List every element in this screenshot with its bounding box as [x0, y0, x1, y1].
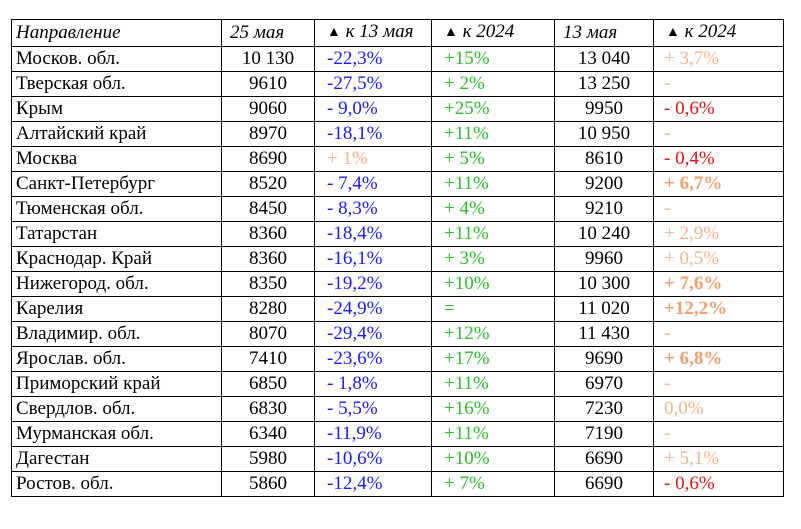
change-vs-may13-cell: -16,1% — [315, 247, 432, 272]
change-vs-2024-cell: + 3% — [432, 247, 555, 272]
table-row — [12, 297, 784, 322]
may25-price-cell: 8450 — [222, 197, 315, 222]
header-vs-2024 — [432, 20, 555, 47]
may13-price-cell: 10 240 — [555, 222, 654, 247]
may13-change-vs-2024-cell: + 7,6% — [654, 272, 784, 297]
table-row — [12, 72, 784, 97]
may25-price-cell: 5860 — [222, 472, 315, 497]
change-vs-may13-cell: -10,6% — [315, 447, 432, 472]
table-row — [12, 397, 784, 422]
direction-cell: Мурманская обл. — [12, 422, 222, 447]
change-vs-2024-cell: + 2% — [432, 72, 555, 97]
change-vs-may13-cell: - 1,8% — [315, 372, 432, 397]
direction-cell: Москва — [12, 147, 222, 172]
may25-price-cell: 6850 — [222, 372, 315, 397]
direction-cell: Нижегород. обл. — [12, 272, 222, 297]
change-vs-2024-cell: +17% — [432, 347, 555, 372]
change-vs-may13-cell: -11,9% — [315, 422, 432, 447]
direction-cell: Москов. обл. — [12, 47, 222, 72]
header-may13-vs-2024 — [654, 20, 784, 47]
change-vs-2024-cell: +10% — [432, 272, 555, 297]
table-row — [12, 47, 784, 72]
header-may13: 13 мая — [555, 20, 654, 47]
may13-price-cell: 6690 — [555, 447, 654, 472]
may13-price-cell: 10 950 — [555, 122, 654, 147]
may13-price-cell: 11 020 — [555, 297, 654, 322]
change-vs-2024-cell: +11% — [432, 122, 555, 147]
change-vs-2024-cell: +11% — [432, 172, 555, 197]
change-vs-2024-cell: = — [432, 297, 555, 322]
may25-price-cell: 10 130 — [222, 47, 315, 72]
direction-cell: Тверская обл. — [12, 72, 222, 97]
table-row — [12, 122, 784, 147]
may13-price-cell: 13 040 — [555, 47, 654, 72]
may13-price-cell: 7230 — [555, 397, 654, 422]
may13-change-vs-2024-cell: - — [654, 422, 784, 447]
may13-change-vs-2024-cell: - — [654, 122, 784, 147]
up-triangle-icon: ▲ — [666, 25, 680, 40]
header-vs-2024-label: к 2024 — [462, 21, 515, 42]
direction-cell: Ростов. обл. — [12, 472, 222, 497]
table-row — [12, 347, 784, 372]
header-vs-may13-label: к 13 мая — [345, 21, 414, 42]
may13-change-vs-2024-cell: - — [654, 322, 784, 347]
may25-price-cell: 8350 — [222, 272, 315, 297]
change-vs-may13-cell: -29,4% — [315, 322, 432, 347]
change-vs-2024-cell: + 5% — [432, 147, 555, 172]
may13-change-vs-2024-cell: + 3,7% — [654, 47, 784, 72]
table-row — [12, 422, 784, 447]
table-row — [12, 222, 784, 247]
may25-price-cell: 8280 — [222, 297, 315, 322]
header-vs-may13 — [315, 20, 432, 47]
direction-cell: Карелия — [12, 297, 222, 322]
direction-cell: Санкт-Петербург — [12, 172, 222, 197]
may25-price-cell: 8360 — [222, 222, 315, 247]
may25-price-cell: 6830 — [222, 397, 315, 422]
change-vs-may13-cell: - 7,4% — [315, 172, 432, 197]
change-vs-may13-cell: -22,3% — [315, 47, 432, 72]
may13-price-cell: 11 430 — [555, 322, 654, 347]
may13-change-vs-2024-cell: - 0,6% — [654, 97, 784, 122]
may13-change-vs-2024-cell: - — [654, 72, 784, 97]
may13-change-vs-2024-cell: - — [654, 372, 784, 397]
may13-price-cell: 9690 — [555, 347, 654, 372]
up-triangle-icon: ▲ — [444, 25, 458, 40]
price-table — [11, 19, 784, 497]
up-triangle-icon: ▲ — [327, 25, 341, 40]
may13-price-cell: 6690 — [555, 472, 654, 497]
change-vs-2024-cell: +11% — [432, 422, 555, 447]
change-vs-2024-cell: +16% — [432, 397, 555, 422]
direction-cell: Татарстан — [12, 222, 222, 247]
may13-price-cell: 10 300 — [555, 272, 654, 297]
may13-change-vs-2024-cell: 0,0% — [654, 397, 784, 422]
table-row — [12, 147, 784, 172]
direction-cell: Приморский край — [12, 372, 222, 397]
change-vs-2024-cell: +15% — [432, 47, 555, 72]
may25-price-cell: 7410 — [222, 347, 315, 372]
may13-price-cell: 13 250 — [555, 72, 654, 97]
may13-price-cell: 8610 — [555, 147, 654, 172]
may13-change-vs-2024-cell: +12,2% — [654, 297, 784, 322]
header-direction: Направление — [12, 20, 222, 47]
may13-price-cell: 9950 — [555, 97, 654, 122]
may25-price-cell: 9060 — [222, 97, 315, 122]
table-row — [12, 272, 784, 297]
table-row — [12, 97, 784, 122]
may25-price-cell: 8520 — [222, 172, 315, 197]
may25-price-cell: 8070 — [222, 322, 315, 347]
change-vs-may13-cell: - 5,5% — [315, 397, 432, 422]
change-vs-may13-cell: - 9,0% — [315, 97, 432, 122]
may13-change-vs-2024-cell: + 6,7% — [654, 172, 784, 197]
may13-price-cell: 9210 — [555, 197, 654, 222]
change-vs-2024-cell: + 7% — [432, 472, 555, 497]
may13-change-vs-2024-cell: - 0,6% — [654, 472, 784, 497]
direction-cell: Владимир. обл. — [12, 322, 222, 347]
may13-change-vs-2024-cell: - — [654, 197, 784, 222]
change-vs-2024-cell: +11% — [432, 372, 555, 397]
table-row — [12, 472, 784, 497]
may13-price-cell: 9960 — [555, 247, 654, 272]
direction-cell: Ярослав. обл. — [12, 347, 222, 372]
table-row — [12, 172, 784, 197]
change-vs-2024-cell: +12% — [432, 322, 555, 347]
change-vs-may13-cell: -19,2% — [315, 272, 432, 297]
may13-price-cell: 9200 — [555, 172, 654, 197]
direction-cell: Тюменская обл. — [12, 197, 222, 222]
change-vs-may13-cell: -24,9% — [315, 297, 432, 322]
table-row — [12, 197, 784, 222]
direction-cell: Алтайский край — [12, 122, 222, 147]
may25-price-cell: 8970 — [222, 122, 315, 147]
may25-price-cell: 5980 — [222, 447, 315, 472]
change-vs-may13-cell: -27,5% — [315, 72, 432, 97]
change-vs-may13-cell: -18,4% — [315, 222, 432, 247]
table-row — [12, 322, 784, 347]
direction-cell: Свердлов. обл. — [12, 397, 222, 422]
may13-price-cell: 7190 — [555, 422, 654, 447]
table-body — [12, 47, 784, 497]
direction-cell: Дагестан — [12, 447, 222, 472]
change-vs-may13-cell: -23,6% — [315, 347, 432, 372]
may13-change-vs-2024-cell: + 6,8% — [654, 347, 784, 372]
may13-change-vs-2024-cell: + 0,5% — [654, 247, 784, 272]
may13-price-cell: 6970 — [555, 372, 654, 397]
direction-cell: Крым — [12, 97, 222, 122]
may13-change-vs-2024-cell: + 2,9% — [654, 222, 784, 247]
may25-price-cell: 8360 — [222, 247, 315, 272]
table-row — [12, 247, 784, 272]
change-vs-may13-cell: -18,1% — [315, 122, 432, 147]
change-vs-may13-cell: - 8,3% — [315, 197, 432, 222]
header-may13-vs-2024-label: к 2024 — [684, 21, 737, 42]
header-row — [12, 20, 784, 47]
change-vs-may13-cell: + 1% — [315, 147, 432, 172]
may25-price-cell: 9610 — [222, 72, 315, 97]
may25-price-cell: 8690 — [222, 147, 315, 172]
change-vs-2024-cell: +10% — [432, 447, 555, 472]
may25-price-cell: 6340 — [222, 422, 315, 447]
change-vs-2024-cell: +25% — [432, 97, 555, 122]
may13-change-vs-2024-cell: + 5,1% — [654, 447, 784, 472]
change-vs-2024-cell: + 4% — [432, 197, 555, 222]
change-vs-may13-cell: -12,4% — [315, 472, 432, 497]
change-vs-2024-cell: +11% — [432, 222, 555, 247]
direction-cell: Краснодар. Край — [12, 247, 222, 272]
may13-change-vs-2024-cell: - 0,4% — [654, 147, 784, 172]
table-row — [12, 447, 784, 472]
header-may25: 25 мая — [222, 20, 315, 47]
table-row — [12, 372, 784, 397]
